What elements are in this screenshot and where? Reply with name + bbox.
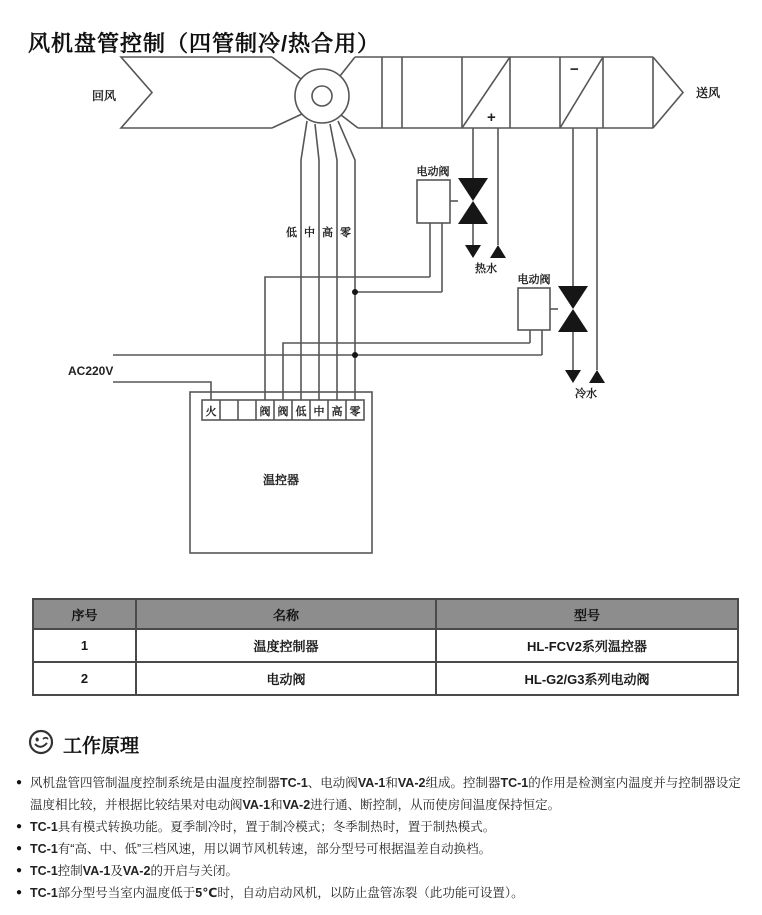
principle-bullet: ● TC-1部分型号当室内温度低于5℃时，自动启动风机，以防止盘管冻裂（此功能可设置）。 (16, 882, 752, 904)
wire-label-low: 低 (286, 227, 297, 239)
smiley-icon (28, 729, 54, 760)
cool-coil-sign: − (570, 61, 579, 78)
working-principle-title: 工作原理 (63, 736, 140, 757)
heat-coil-sign: + (487, 109, 496, 126)
cell-name: 电动阀 (136, 662, 436, 695)
page-title: 风机盘管控制（四管制冷/热合用） (28, 30, 381, 56)
terminal-label: 中 (313, 406, 325, 418)
motor-valve1-box (417, 180, 450, 223)
return-air-label: 回风 (92, 89, 117, 103)
wire-label-zero: 零 (340, 227, 351, 239)
principle-bullet: ● 风机盘管四管制温度控制系统是由温度控制器TC-1、电动阀VA-1和VA-2组成。控制器TC-1的作用是检测室内温度并与控制器设定温度相比较，并根据比较结果对电动阀VA-1和VA-2进行通、断控制，从而使房间温度保持恒定。 (16, 772, 752, 816)
cell-model: HL-G2/G3系列电动阀 (436, 662, 738, 695)
cold-water-label: 冷水 (575, 388, 597, 400)
valve1-signal-wire (265, 277, 430, 400)
hot-return-arrow (490, 245, 506, 258)
terminal-label: 低 (295, 406, 307, 418)
hot-supply-arrow (465, 245, 481, 258)
terminal-label: 阀 (277, 406, 289, 418)
motor-valve2-box (518, 288, 550, 330)
live-line (113, 382, 211, 400)
cell-name: 温度控制器 (136, 629, 436, 662)
cold-water-pipes (573, 128, 597, 370)
principle-bullet: ● TC-1有“高、中、低”三档风速，用以调节风机转速，部分型号可根据温差自动换档。 (16, 838, 752, 860)
wire-label-mid: 中 (304, 227, 315, 239)
terminal-label: 火 (205, 406, 217, 418)
cell-index: 2 (33, 662, 136, 695)
cooling-coil (560, 57, 603, 128)
principle-bullet: ● TC-1具有模式转换功能。夏季制冷时，置于制冷模式；冬季制热时，置于制热模式。 (16, 816, 752, 838)
terminal-label: 零 (349, 406, 361, 418)
col-header-name: 名称 (136, 599, 436, 629)
wire-label-high: 高 (322, 227, 333, 239)
col-header-model: 型号 (436, 599, 738, 629)
motor-valve2-label: 电动阀 (517, 274, 551, 286)
cell-model: HL-FCV2系列温控器 (436, 629, 738, 662)
terminal-label: 高 (331, 406, 343, 418)
valve2-symbol (558, 286, 588, 309)
table-row (33, 662, 738, 695)
table-row (33, 629, 738, 662)
supply-air-label: 送风 (696, 86, 721, 100)
junction-dot (352, 289, 358, 295)
fan-hub (312, 86, 332, 106)
working-principle-header (28, 729, 139, 760)
supply-air-duct (355, 57, 683, 128)
parts-table (32, 598, 739, 696)
principle-bullet: ● TC-1控制VA-1及VA-2的开启与关闭。 (16, 860, 752, 882)
working-principle-bullets (16, 772, 752, 904)
thermostat-label: 温控器 (262, 473, 300, 487)
power-label: AC220V (68, 364, 114, 378)
fan-wires (301, 121, 355, 400)
fan-scroll (295, 69, 349, 123)
motor-valve1-label: 电动阀 (416, 166, 450, 178)
heating-coil (462, 57, 510, 128)
cell-index: 1 (33, 629, 136, 662)
col-header-index: 序号 (33, 599, 136, 629)
junction-dot (352, 352, 358, 358)
cold-supply-arrow (565, 370, 581, 383)
table-header-row (33, 599, 738, 629)
return-air-duct (121, 57, 272, 128)
hot-water-label: 热水 (475, 263, 497, 275)
cold-return-arrow (589, 370, 605, 383)
valve1-symbol (458, 178, 488, 201)
terminal-label: 阀 (259, 406, 271, 418)
